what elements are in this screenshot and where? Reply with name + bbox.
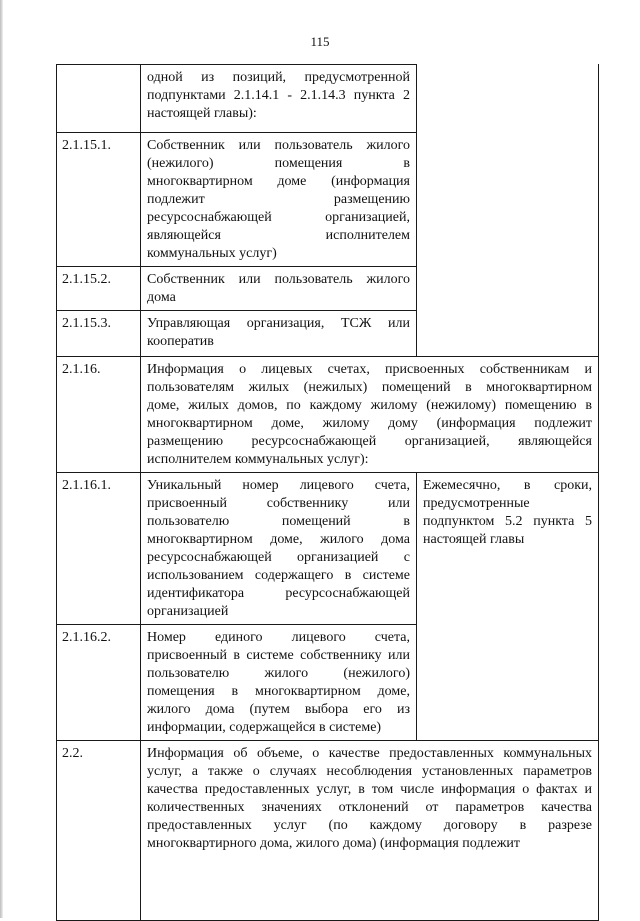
text-line: качества предоставленных услуг, в том числе информация о фактах и bbox=[147, 782, 592, 797]
text-line: Собственник или пользователь жилого bbox=[147, 138, 410, 153]
text-line: подлежит размещению bbox=[147, 192, 410, 207]
text-line: помещения в многоквартирном доме, bbox=[147, 684, 410, 699]
row-number: 2.1.16.1. bbox=[62, 478, 111, 493]
row-number-cell bbox=[56, 64, 141, 133]
row-description-cell bbox=[140, 356, 599, 473]
row-description-cell bbox=[140, 624, 417, 741]
text-line: размещению ресурсоснабжающей организацией, являющейся bbox=[147, 434, 592, 449]
text-line: пользователю жилого (нежилого) bbox=[147, 666, 410, 681]
row-number: 2.2. bbox=[62, 746, 83, 761]
text-line: присвоенный в системе собственнику или bbox=[147, 648, 410, 663]
text-line: Информация об объеме, о качестве предоставленных коммунальных bbox=[147, 746, 592, 761]
text-line: Номер единого лицевого счета, bbox=[147, 630, 410, 645]
row-number-cell bbox=[56, 132, 141, 267]
row-number: 2.1.15.3. bbox=[62, 316, 111, 331]
text-line: использованием содержащего в системе bbox=[147, 568, 410, 583]
text-line: одной из позиций, предусмотренной bbox=[147, 70, 410, 85]
text-line: пользователю помещений в bbox=[147, 514, 410, 529]
text-line: дома bbox=[147, 290, 176, 305]
row-description-cell bbox=[140, 64, 417, 133]
text-line: коммунальных услуг) bbox=[147, 246, 277, 261]
row-number: 2.1.16.2. bbox=[62, 630, 111, 645]
text-line: услуг, а также о случаях несоблюдения установленных параметров bbox=[147, 764, 592, 779]
row-number-cell bbox=[56, 266, 141, 311]
frequency-column-edge bbox=[598, 64, 599, 356]
text-line: подпунктами 2.1.14.1 - 2.1.14.3 пункта 2 bbox=[147, 88, 410, 103]
text-line: ресурсоснабжающей организацией с bbox=[147, 550, 410, 565]
text-line: организацией bbox=[147, 604, 229, 619]
text-line: Уникальный номер лицевого счета, bbox=[147, 478, 410, 493]
row-number: 2.1.15.2. bbox=[62, 272, 111, 287]
text-line: исполнителем коммунальных услуг): bbox=[147, 452, 369, 467]
text-line: Собственник или пользователь жилого bbox=[147, 272, 410, 287]
text-line: предусмотренные bbox=[423, 496, 530, 511]
text-line: кооператив bbox=[147, 334, 214, 349]
row-number: 2.1.15.1. bbox=[62, 138, 111, 153]
frequency-cell bbox=[416, 472, 599, 741]
text-line: многоквартирного дома, жилого дома) (информация подлежит bbox=[147, 836, 520, 851]
text-line: пользователям жилых (нежилых) помещений в многоквартирном bbox=[147, 380, 592, 395]
text-line: (нежилого) помещения в bbox=[147, 156, 410, 171]
page-number: 115 bbox=[310, 34, 330, 49]
row-number-cell bbox=[56, 310, 141, 357]
text-line: информации, содержащейся в системе) bbox=[147, 720, 382, 735]
text-line: идентификатора ресурсоснабжающей bbox=[147, 586, 410, 601]
text-line: присвоенный собственнику или bbox=[147, 496, 410, 511]
row-number-cell bbox=[56, 740, 141, 921]
row-description-cell bbox=[140, 266, 417, 311]
row-description-cell bbox=[140, 740, 599, 921]
text-line: доме, жилых домов, по каждому жилому (нежилому) помещению в bbox=[147, 398, 592, 413]
row-number-cell bbox=[56, 356, 141, 473]
scan-edge-shadow bbox=[0, 0, 3, 918]
text-line: многоквартирном доме, жилого дома bbox=[147, 532, 410, 547]
text-line: настоящей главы bbox=[423, 532, 525, 547]
row-description-cell bbox=[140, 132, 417, 267]
text-line: жилого дома (путем выбора его из bbox=[147, 702, 410, 717]
text-line: являющейся исполнителем bbox=[147, 228, 410, 243]
text-line: предоставленных услуг (по каждому договору в разрезе bbox=[147, 818, 592, 833]
text-line: Ежемесячно, в сроки, bbox=[423, 478, 592, 493]
text-line: Информация о лицевых счетах, присвоенных собственникам и bbox=[147, 362, 592, 377]
row-number-cell bbox=[56, 624, 141, 741]
text-line: многоквартирном доме, жилому дому (информация подлежит bbox=[147, 416, 592, 431]
text-line: настоящей главы): bbox=[147, 106, 257, 121]
row-description-cell bbox=[140, 472, 417, 625]
text-line: многоквартирном доме (информация bbox=[147, 174, 410, 189]
text-line: количественных значениях отклонений от параметров качества bbox=[147, 800, 592, 815]
row-description-cell bbox=[140, 310, 417, 357]
row-number-cell bbox=[56, 472, 141, 625]
text-line: подпунктом 5.2 пункта 5 bbox=[423, 514, 592, 529]
text-line: ресурсоснабжающей организацией, bbox=[147, 210, 410, 225]
text-line: Управляющая организация, ТСЖ или bbox=[147, 316, 410, 331]
row-number: 2.1.16. bbox=[62, 362, 101, 377]
